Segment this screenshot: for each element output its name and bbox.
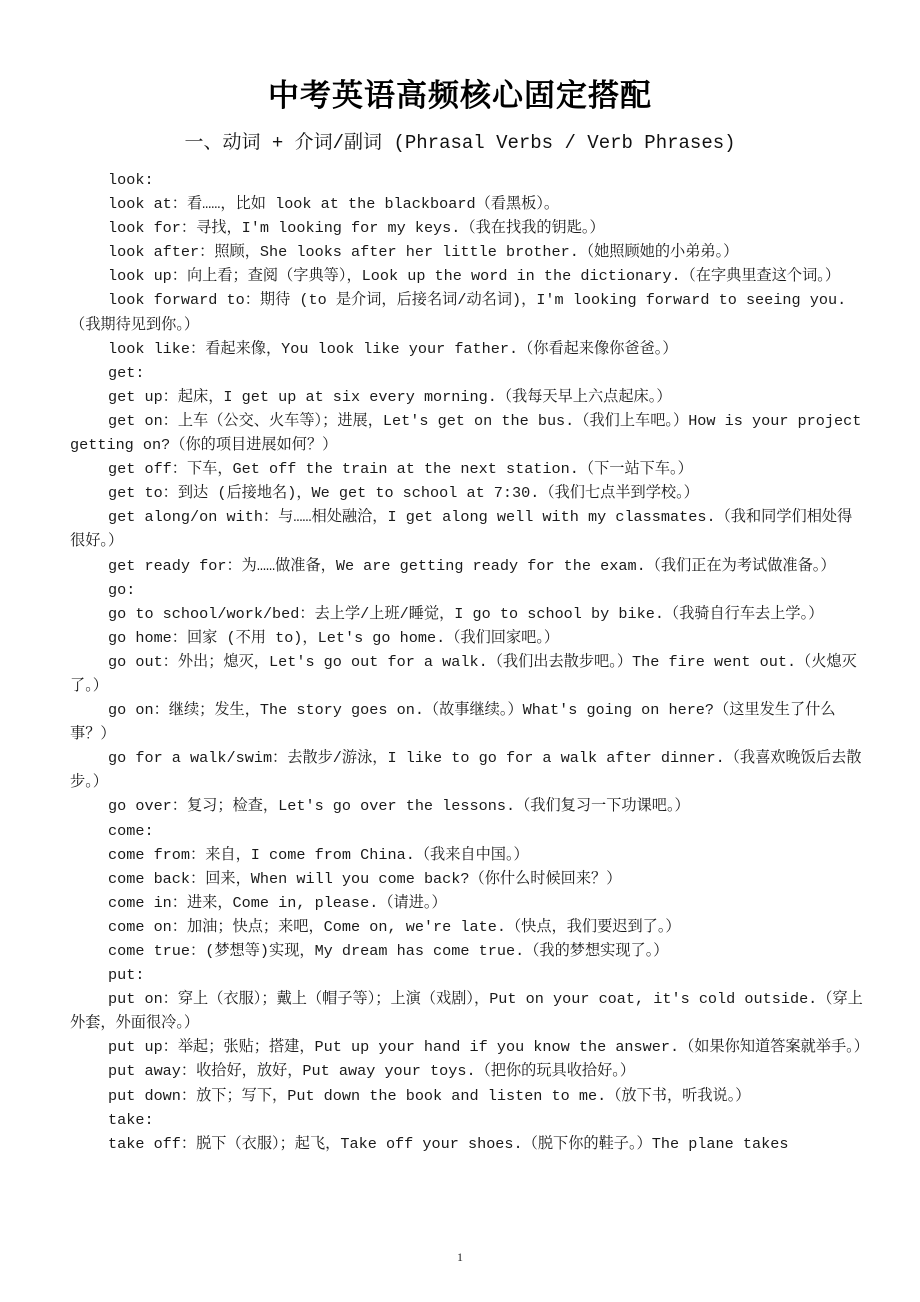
text-line: come: xyxy=(108,821,154,840)
text-line: come back：回来，When will you come back?（你什么时候回来？） xyxy=(108,869,622,888)
text-line: look up：向上看；查阅（字典等），Look up the word in the dictionary.（在字典里查这个词。） xyxy=(108,267,841,286)
text-line: take off：脱下（衣服）；起飞，Take off your shoes.（脱下你的鞋子。）The plane takes xyxy=(108,1134,789,1153)
text-line: look forward to：期待 (to 是介词，后接名词/动名词)，I'm looking forward to seeing you.（我期待见到你。） xyxy=(70,291,847,334)
text-line: put away：收拾好，放好，Put away your toys.（把你的玩具收拾好。） xyxy=(108,1062,636,1081)
text-line: look for：寻找，I'm looking for my keys.（我在找我的钥匙。） xyxy=(108,219,605,238)
text-line: get along/on with：与……相处融洽，I get along well with my classmates.（我和同学们相处得很好。） xyxy=(70,508,853,551)
page-number: 1 xyxy=(457,1250,463,1264)
text-line: go to school/work/bed：去上学/上班/睡觉，I go to school by bike.（我骑自行车去上学。） xyxy=(108,604,824,623)
text-line: get on：上车（公交、火车等）；进展，Let's get on the bus.（我们上车吧。）How is your project getting on?（你的项目进展如何？） xyxy=(70,411,862,455)
text-line: get: xyxy=(108,363,145,382)
text-line: come on：加油；快点；来吧，Come on, we're late.（快点，我们要迟到了。） xyxy=(108,917,681,936)
text-line: look at：看……，比如 look at the blackboard（看黑板）。 xyxy=(108,195,560,214)
text-line: go out：外出；熄灭，Let's go out for a walk.（我们出去散步吧。）The fire went out.（火熄灭了。） xyxy=(70,652,857,695)
text-line: get ready for：为……做准备，We are getting ready for the exam.（我们正在为考试做准备。） xyxy=(108,556,836,575)
text-line: come from：来自，I come from China.（我来自中国。） xyxy=(108,845,529,864)
text-line: get to：到达 (后接地名)，We get to school at 7:30.（我们七点半到学校。） xyxy=(108,484,699,503)
text-line: look like：看起来像，You look like your father.（你看起来像你爸爸。） xyxy=(108,339,678,358)
text-line: go home：回家 (不用 to)，Let's go home.（我们回家吧。） xyxy=(108,628,560,647)
text-line: take: xyxy=(108,1110,154,1129)
text-line: look after：照顾，She looks after her little brother.（她照顾她的小弟弟。） xyxy=(108,243,739,262)
text-line: put down：放下；写下，Put down the book and listen to me.（放下书，听我说。） xyxy=(108,1086,751,1105)
document-body xyxy=(70,168,869,1156)
text-line: look: xyxy=(108,171,154,189)
section-heading: 一、动词 + 介词/副词 (Phrasal Verbs / Verb Phrases) xyxy=(184,132,736,154)
text-line: come in：进来，Come in, please.（请进。） xyxy=(108,893,447,912)
text-line: go: xyxy=(108,580,136,599)
text-line: get up：起床，I get up at six every morning.（我每天早上六点起床。） xyxy=(108,387,672,406)
document-title: 中考英语高频核心固定搭配 xyxy=(268,78,652,114)
text-line: go over：复习；检查，Let's go over the lessons.（我们复习一下功课吧。） xyxy=(108,797,690,816)
text-line: put up：举起；张贴；搭建，Put up your hand if you know the answer.（如果你知道答案就举手。） xyxy=(108,1038,869,1057)
text-line: put on：穿上（衣服）；戴上（帽子等）；上演（戏剧），Put on your coat, it's cold outside.（穿上外套，外面很冷。） xyxy=(70,990,863,1033)
text-line: come true：(梦想等)实现，My dream has come true.（我的梦想实现了。） xyxy=(108,942,669,960)
text-line: go for a walk/swim：去散步/游泳，I like to go for a walk after dinner.（我喜欢晚饭后去散步。） xyxy=(70,749,862,792)
text-line: put: xyxy=(108,966,145,985)
text-line: get off：下车，Get off the train at the next station.（下一站下车。） xyxy=(108,460,693,479)
text-line: go on：继续；发生，The story goes on.（故事继续。）What's going on here?（这里发生了什么事？） xyxy=(70,701,836,744)
